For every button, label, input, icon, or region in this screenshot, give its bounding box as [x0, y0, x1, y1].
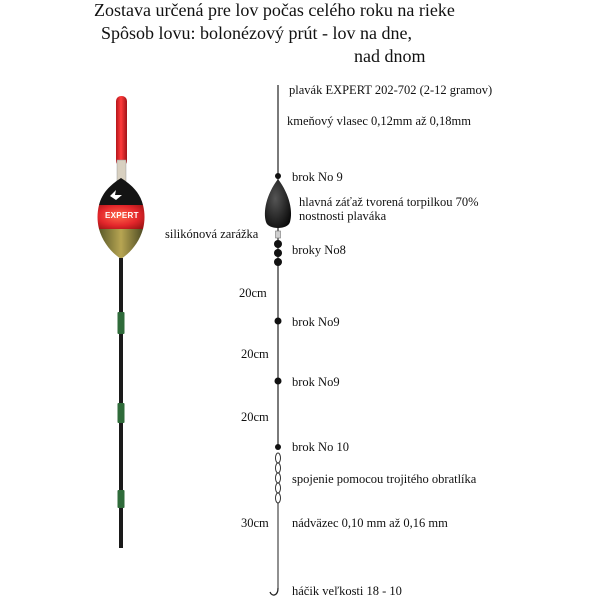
gap-3-label: 20cm [241, 410, 269, 424]
shot-9-a-label: brok No9 [292, 315, 340, 329]
silicone-stop-label: silikónová zarážka [165, 227, 259, 241]
shots-no8-label: broky No8 [292, 243, 346, 257]
float-label: plavák EXPERT 202-702 (2-12 gramov) [289, 83, 493, 97]
shot-10-label: brok No 10 [292, 440, 349, 454]
gap-2-label: 20cm [241, 347, 269, 361]
float-antenna [116, 96, 127, 166]
shot-9-b-label: brok No9 [292, 375, 340, 389]
float-body-bottom [99, 229, 143, 259]
gap-4-label: 30cm [241, 516, 269, 530]
swivel-label: spojenie pomocou trojitého obratlíka [292, 472, 477, 486]
hook-mark [270, 588, 278, 595]
silicone-stop-mark [276, 231, 281, 238]
triple-swivel [276, 453, 281, 503]
float-illustration [98, 96, 145, 548]
title-line-3: nad dnom [354, 46, 426, 66]
leader-label: nádväzec 0,10 mm až 0,16 mm [292, 516, 448, 530]
main-line-label: kmeňový vlasec 0,12mm až 0,18mm [287, 114, 471, 128]
gap-1-label: 20cm [239, 286, 267, 300]
float-body-top [99, 178, 143, 205]
title-line-2: Spôsob lovu: bolonézový prút - lov na dne, [101, 23, 412, 43]
hook-label: háčik veľkosti 18 - 10 [292, 584, 402, 598]
title-line-1: Zostava určená pre lov počas celého roku na rieke [94, 0, 455, 20]
main-weight-label-1: hlavná záťaž tvorená torpilkou 70% [299, 195, 479, 209]
float-brand-label: EXPERT [105, 211, 139, 220]
main-weight-label-2: nostnosti plaváka [299, 209, 387, 223]
torpedo-weight [265, 179, 291, 228]
shot-9-top-label: brok No 9 [292, 170, 343, 184]
